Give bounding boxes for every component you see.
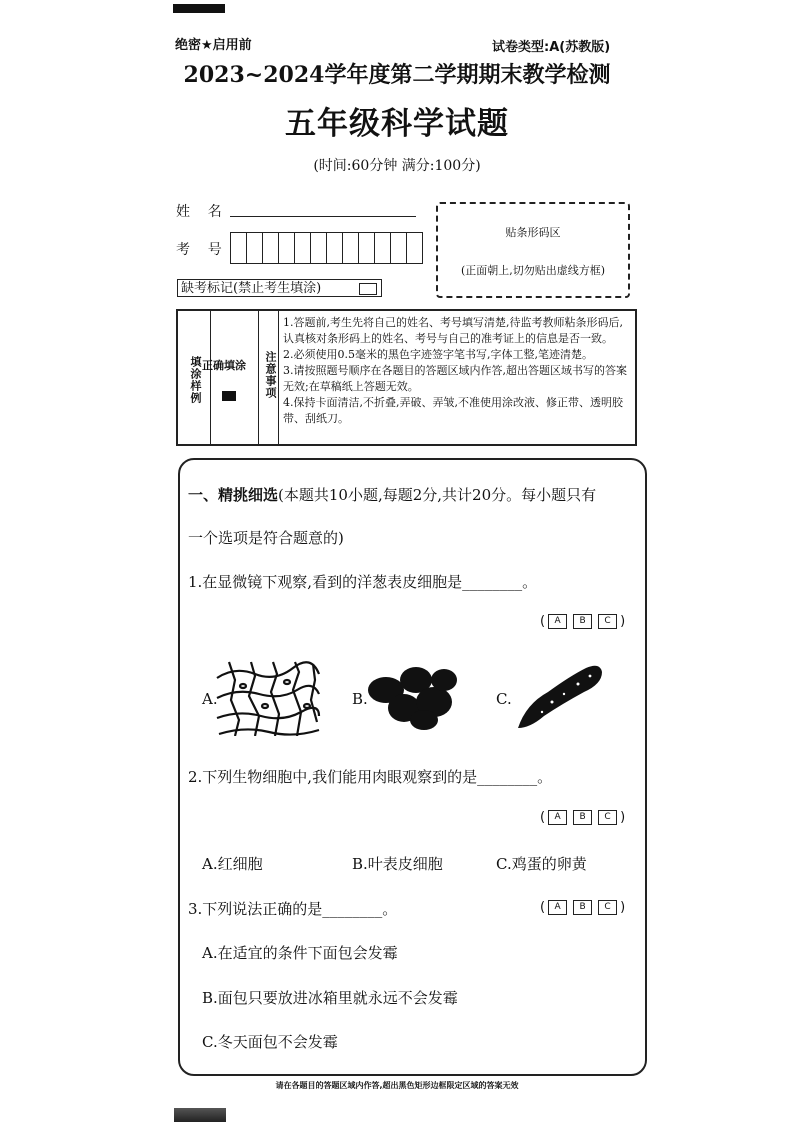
notice-box <box>176 309 637 446</box>
choice-2c: C.鸡蛋的卵黄 <box>496 855 587 873</box>
answer-options-3: ( A B C ) <box>540 900 626 915</box>
choice-3a: A.在适宜的条件下面包会发霉 <box>202 944 398 962</box>
paper-type: 试卷类型:A(苏教版) <box>492 40 611 55</box>
rule-item: 3.请按照题号顺序在各题目的答题区域内作答,超出答题区域书写的答案无效;在草稿纸上答题无效。 <box>283 364 627 393</box>
question-3: 3.下列说法正确的是________。 <box>188 900 398 918</box>
blood-cells-image <box>364 660 464 734</box>
question-2: 2.下列生物细胞中,我们能用肉眼观察到的是________。 <box>188 768 553 786</box>
option-b[interactable]: B <box>573 810 592 825</box>
choice-3b: B.面包只要放进冰箱里就永远不会发霉 <box>202 989 458 1007</box>
section-heading-text: 一、精挑细选 <box>188 486 279 504</box>
option-a[interactable]: A <box>548 614 567 629</box>
choice-label-a: A. <box>202 690 218 708</box>
page-title: 五年级科学试题 <box>285 106 509 142</box>
name-field[interactable] <box>230 215 416 217</box>
top-marker-bar <box>173 4 225 13</box>
section-desc: (本题共10小题,每题2分,共计20分。每小题只有 <box>278 486 597 504</box>
correct-label: 正确填涂 <box>202 359 246 372</box>
option-c[interactable]: C <box>598 614 617 629</box>
exam-name: 2023~2024学年度第二学期期末教学检测 <box>183 62 611 88</box>
absent-mark <box>177 279 382 297</box>
choice-2b: B.叶表皮细胞 <box>352 855 443 873</box>
question-1: 1.在显微镜下观察,看到的洋葱表皮细胞是________。 <box>188 573 538 591</box>
choice-3c: C.冬天面包不会发霉 <box>202 1033 338 1051</box>
barcode-hint: (正面朝上,切勿贴出虚线方框) <box>460 264 606 277</box>
attention-label: 注意事项 <box>264 351 277 399</box>
choice-label-c: C. <box>496 690 512 708</box>
section-heading <box>188 484 596 505</box>
secret-label: 绝密★启用前 <box>175 38 252 53</box>
option-b[interactable]: B <box>573 900 592 915</box>
option-a[interactable]: A <box>548 900 567 915</box>
footer-note: 请在各题目的答题区域内作答,超出黑色矩形边框限定区域的答案无效 <box>275 1081 519 1090</box>
option-c[interactable]: C <box>598 810 617 825</box>
choice-label-b: B. <box>352 690 368 708</box>
time-info: (时间:60分钟 满分:100分) <box>313 158 481 174</box>
barcode-area <box>436 202 630 298</box>
section-desc-2: 一个选项是符合题意的) <box>188 529 344 547</box>
barcode-title: 贴条形码区 <box>505 226 561 239</box>
bottom-marker-bar <box>174 1108 226 1122</box>
rules-list <box>283 315 633 427</box>
sample-label: 填涂样例 <box>189 356 202 404</box>
absent-label: 缺考标记(禁止考生填涂) <box>181 281 322 296</box>
id-label: 考 号 <box>176 242 222 258</box>
rule-item: 1.答题前,考生先将自己的姓名、考号填写清楚,待监考教师粘条形码后,认真核对条形码上的姓名、考号与自己的准考证上的信息是否一致。 <box>283 316 623 345</box>
absent-checkbox[interactable] <box>359 283 377 295</box>
onion-cells-image <box>215 660 321 736</box>
choice-2a: A.红细胞 <box>202 855 263 873</box>
option-c[interactable]: C <box>598 900 617 915</box>
rule-item: 2.必须使用0.5毫米的黑色字迹签字笔书写,字体工整,笔迹清楚。 <box>283 348 593 361</box>
option-b[interactable]: B <box>573 614 592 629</box>
option-a[interactable]: A <box>548 810 567 825</box>
rule-item: 4.保持卡面清洁,不折叠,弄破、弄皱,不准使用涂改液、修正带、透明胶带、刮纸刀。 <box>283 396 623 425</box>
answer-options-2: ( A B C ) <box>540 810 626 825</box>
elongated-cell-image <box>512 658 604 732</box>
answer-options-1: ( A B C ) <box>540 614 626 629</box>
sample-fill <box>222 391 236 401</box>
name-label: 姓 名 <box>176 204 222 220</box>
id-field[interactable] <box>230 232 422 264</box>
